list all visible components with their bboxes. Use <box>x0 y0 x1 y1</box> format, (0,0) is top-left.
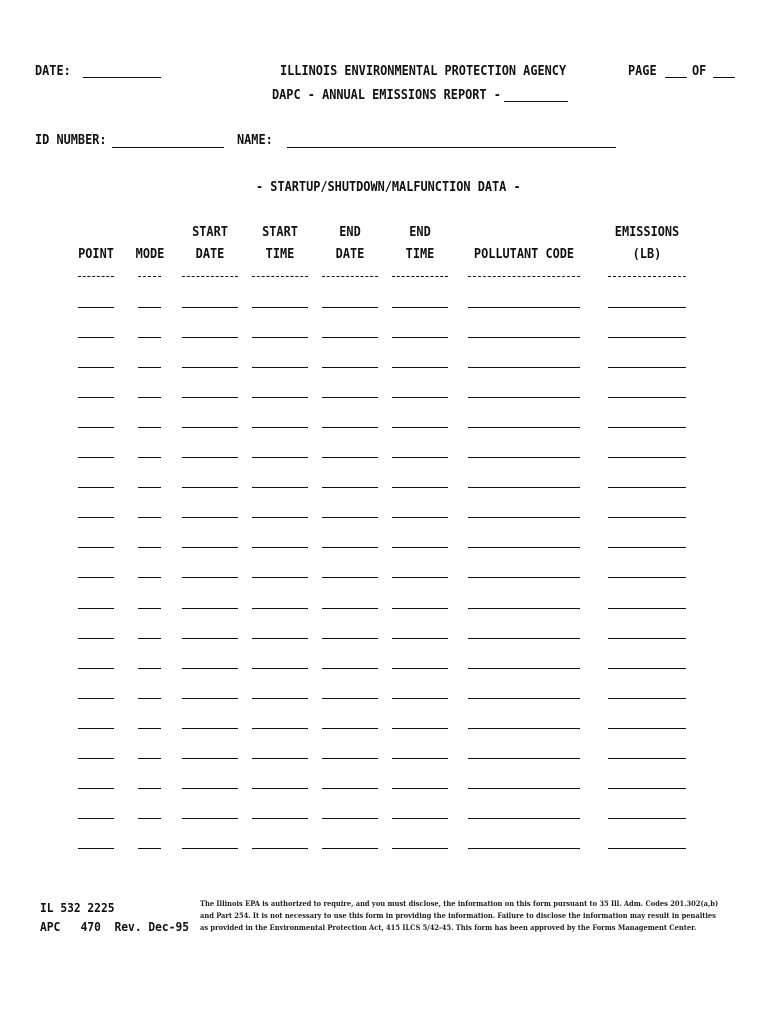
entry-field-end-date-row-3[interactable] <box>322 367 378 368</box>
entry-field-end-time-row-13[interactable] <box>392 668 448 669</box>
entry-field-pollutant-code-row-5[interactable] <box>468 427 580 428</box>
entry-field-point-row-11[interactable] <box>78 608 114 609</box>
column-header-pollutant-code: POLLUTANT CODE <box>473 246 575 262</box>
entry-field-end-time-row-19[interactable] <box>392 848 448 849</box>
entry-field-start-date-row-6[interactable] <box>182 457 238 458</box>
entry-field-pollutant-code-row-18[interactable] <box>468 818 580 819</box>
entry-field-start-time-row-18[interactable] <box>252 818 308 819</box>
entry-field-emissions-lb-row-12[interactable] <box>608 638 686 639</box>
entry-field-start-time-row-14[interactable] <box>252 698 308 699</box>
entry-field-start-time-row-4[interactable] <box>252 397 308 398</box>
column-header-end-time-line1: END <box>409 224 431 240</box>
entry-field-end-date-row-16[interactable] <box>322 758 378 759</box>
entry-field-end-date-row-13[interactable] <box>322 668 378 669</box>
entry-field-start-date-row-18[interactable] <box>182 818 238 819</box>
entry-field-end-time-row-9[interactable] <box>392 547 448 548</box>
entry-field-end-time-row-5[interactable] <box>392 427 448 428</box>
entry-field-end-time-row-16[interactable] <box>392 758 448 759</box>
entry-field-start-time-row-1[interactable] <box>252 307 308 308</box>
entry-field-emissions-lb-row-17[interactable] <box>608 788 686 789</box>
page-number-field[interactable] <box>665 77 687 78</box>
entry-field-start-date-row-2[interactable] <box>182 337 238 338</box>
entry-field-end-date-row-11[interactable] <box>322 608 378 609</box>
entry-field-emissions-lb-row-11[interactable] <box>608 608 686 609</box>
entry-field-mode-row-18[interactable] <box>138 818 161 819</box>
entry-field-start-date-row-15[interactable] <box>182 728 238 729</box>
entry-field-point-row-6[interactable] <box>78 457 114 458</box>
entry-field-pollutant-code-row-17[interactable] <box>468 788 580 789</box>
column-divider-emissions-lb <box>608 276 686 277</box>
entry-field-mode-row-3[interactable] <box>138 367 161 368</box>
entry-field-pollutant-code-row-14[interactable] <box>468 698 580 699</box>
column-header-start-date: DATE <box>195 246 225 262</box>
disclosure-text: The Illinois EPA is authorized to require, and you must disclose, the information on this form pursuant to 35 Ill. Adm. Codes 201.302(a,b) and Part 254. It is not necessary to use this form in providing the information. Failure to disclose the information may result in penalties as provided in the Environmental Protection Act, 415 ILCS 5/42-45. This form has been approved by the Forms Management Center. <box>200 899 719 932</box>
entry-field-emissions-lb-row-14[interactable] <box>608 698 686 699</box>
entry-field-pollutant-code-row-1[interactable] <box>468 307 580 308</box>
entry-field-end-date-row-17[interactable] <box>322 788 378 789</box>
column-header-emissions-lb-line1: EMISSIONS <box>614 224 680 240</box>
entry-field-end-date-row-10[interactable] <box>322 577 378 578</box>
entry-field-mode-row-10[interactable] <box>138 577 161 578</box>
entry-field-mode-row-16[interactable] <box>138 758 161 759</box>
entry-field-pollutant-code-row-2[interactable] <box>468 337 580 338</box>
entry-field-start-time-row-6[interactable] <box>252 457 308 458</box>
entry-field-end-date-row-18[interactable] <box>322 818 378 819</box>
column-divider-start-time <box>252 276 308 277</box>
entry-field-emissions-lb-row-7[interactable] <box>608 487 686 488</box>
date-label: DATE: <box>35 63 71 79</box>
of-label: OF <box>692 63 707 79</box>
entry-field-point-row-4[interactable] <box>78 397 114 398</box>
entry-field-emissions-lb-row-9[interactable] <box>608 547 686 548</box>
entry-field-point-row-5[interactable] <box>78 427 114 428</box>
entry-field-start-date-row-17[interactable] <box>182 788 238 789</box>
entry-field-point-row-1[interactable] <box>78 307 114 308</box>
entry-field-point-row-3[interactable] <box>78 367 114 368</box>
column-divider-end-date <box>322 276 378 277</box>
entry-field-start-time-row-2[interactable] <box>252 337 308 338</box>
entry-field-start-date-row-19[interactable] <box>182 848 238 849</box>
entry-field-start-date-row-10[interactable] <box>182 577 238 578</box>
report-title: DAPC - ANNUAL EMISSIONS REPORT - <box>272 87 501 103</box>
page-label: PAGE <box>628 63 657 79</box>
column-header-point: POINT <box>78 246 114 262</box>
entry-field-start-date-row-7[interactable] <box>182 487 238 488</box>
entry-field-mode-row-13[interactable] <box>138 668 161 669</box>
entry-field-start-date-row-11[interactable] <box>182 608 238 609</box>
entry-field-start-time-row-17[interactable] <box>252 788 308 789</box>
entry-field-emissions-lb-row-8[interactable] <box>608 517 686 518</box>
id-number-field[interactable] <box>112 147 224 148</box>
entry-field-emissions-lb-row-2[interactable] <box>608 337 686 338</box>
entry-field-end-time-row-6[interactable] <box>392 457 448 458</box>
entry-field-emissions-lb-row-4[interactable] <box>608 397 686 398</box>
entry-field-end-time-row-4[interactable] <box>392 397 448 398</box>
entry-field-end-time-row-18[interactable] <box>392 818 448 819</box>
entry-field-end-time-row-2[interactable] <box>392 337 448 338</box>
entry-field-start-date-row-12[interactable] <box>182 638 238 639</box>
entry-field-end-date-row-15[interactable] <box>322 728 378 729</box>
entry-field-start-time-row-16[interactable] <box>252 758 308 759</box>
entry-field-emissions-lb-row-13[interactable] <box>608 668 686 669</box>
entry-field-end-time-row-10[interactable] <box>392 577 448 578</box>
entry-field-point-row-15[interactable] <box>78 728 114 729</box>
entry-field-emissions-lb-row-18[interactable] <box>608 818 686 819</box>
entry-field-end-date-row-7[interactable] <box>322 487 378 488</box>
entry-field-start-time-row-3[interactable] <box>252 367 308 368</box>
entry-field-mode-row-1[interactable] <box>138 307 161 308</box>
entry-field-point-row-13[interactable] <box>78 668 114 669</box>
entry-field-mode-row-11[interactable] <box>138 608 161 609</box>
entry-field-point-row-16[interactable] <box>78 758 114 759</box>
entry-field-mode-row-9[interactable] <box>138 547 161 548</box>
name-label: NAME: <box>237 132 273 148</box>
entry-field-pollutant-code-row-3[interactable] <box>468 367 580 368</box>
entry-field-end-time-row-12[interactable] <box>392 638 448 639</box>
entry-field-end-date-row-12[interactable] <box>322 638 378 639</box>
entry-field-end-date-row-6[interactable] <box>322 457 378 458</box>
entry-field-point-row-8[interactable] <box>78 517 114 518</box>
entry-field-start-date-row-3[interactable] <box>182 367 238 368</box>
column-divider-point <box>78 276 114 277</box>
column-divider-end-time <box>392 276 448 277</box>
column-divider-pollutant-code <box>468 276 580 277</box>
entry-field-start-time-row-15[interactable] <box>252 728 308 729</box>
entry-field-pollutant-code-row-6[interactable] <box>468 457 580 458</box>
entry-field-end-date-row-2[interactable] <box>322 337 378 338</box>
entry-field-end-time-row-14[interactable] <box>392 698 448 699</box>
entry-field-start-time-row-12[interactable] <box>252 638 308 639</box>
entry-field-emissions-lb-row-3[interactable] <box>608 367 686 368</box>
entry-field-pollutant-code-row-12[interactable] <box>468 638 580 639</box>
entry-field-pollutant-code-row-7[interactable] <box>468 487 580 488</box>
entry-field-start-date-row-1[interactable] <box>182 307 238 308</box>
entry-field-start-date-row-14[interactable] <box>182 698 238 699</box>
entry-field-start-time-row-10[interactable] <box>252 577 308 578</box>
entry-field-start-date-row-9[interactable] <box>182 547 238 548</box>
column-header-end-time: TIME <box>405 246 435 262</box>
entry-field-start-time-row-13[interactable] <box>252 668 308 669</box>
entry-field-point-row-18[interactable] <box>78 818 114 819</box>
entry-field-mode-row-15[interactable] <box>138 728 161 729</box>
column-header-end-date: DATE <box>335 246 365 262</box>
entry-field-start-time-row-5[interactable] <box>252 427 308 428</box>
entry-field-emissions-lb-row-10[interactable] <box>608 577 686 578</box>
entry-field-end-time-row-17[interactable] <box>392 788 448 789</box>
entry-field-start-date-row-5[interactable] <box>182 427 238 428</box>
entry-field-end-date-row-8[interactable] <box>322 517 378 518</box>
entry-field-mode-row-14[interactable] <box>138 698 161 699</box>
entry-field-end-date-row-4[interactable] <box>322 397 378 398</box>
entry-field-end-date-row-5[interactable] <box>322 427 378 428</box>
column-header-emissions-lb: (LB) <box>632 246 662 262</box>
agency-name: ILLINOIS ENVIRONMENTAL PROTECTION AGENCY <box>280 63 567 79</box>
entry-field-end-time-row-1[interactable] <box>392 307 448 308</box>
page-total-field[interactable] <box>713 77 735 78</box>
entry-field-emissions-lb-row-19[interactable] <box>608 848 686 849</box>
column-header-end-date-line1: END <box>339 224 361 240</box>
entry-field-mode-row-19[interactable] <box>138 848 161 849</box>
entry-field-pollutant-code-row-10[interactable] <box>468 577 580 578</box>
entry-field-pollutant-code-row-4[interactable] <box>468 397 580 398</box>
entry-field-point-row-2[interactable] <box>78 337 114 338</box>
entry-field-emissions-lb-row-1[interactable] <box>608 307 686 308</box>
entry-field-mode-row-12[interactable] <box>138 638 161 639</box>
form-revision: APC 470 Rev. Dec-95 <box>40 919 190 934</box>
entry-field-start-time-row-8[interactable] <box>252 517 308 518</box>
entry-field-mode-row-4[interactable] <box>138 397 161 398</box>
entry-field-pollutant-code-row-11[interactable] <box>468 608 580 609</box>
form-number: IL 532 2225 <box>40 900 115 915</box>
entry-field-start-time-row-19[interactable] <box>252 848 308 849</box>
entry-field-end-date-row-19[interactable] <box>322 848 378 849</box>
entry-field-pollutant-code-row-13[interactable] <box>468 668 580 669</box>
entry-field-mode-row-5[interactable] <box>138 427 161 428</box>
entry-field-pollutant-code-row-9[interactable] <box>468 547 580 548</box>
column-divider-mode <box>138 276 161 277</box>
name-field[interactable] <box>287 147 616 148</box>
entry-field-pollutant-code-row-19[interactable] <box>468 848 580 849</box>
entry-field-mode-row-17[interactable] <box>138 788 161 789</box>
column-header-start-time-line1: START <box>262 224 298 240</box>
entry-field-emissions-lb-row-5[interactable] <box>608 427 686 428</box>
column-divider-start-date <box>182 276 238 277</box>
entry-field-point-row-19[interactable] <box>78 848 114 849</box>
entry-field-mode-row-8[interactable] <box>138 517 161 518</box>
entry-field-end-time-row-11[interactable] <box>392 608 448 609</box>
entry-field-emissions-lb-row-15[interactable] <box>608 728 686 729</box>
entry-field-mode-row-7[interactable] <box>138 487 161 488</box>
entry-field-pollutant-code-row-16[interactable] <box>468 758 580 759</box>
entry-field-end-time-row-7[interactable] <box>392 487 448 488</box>
entry-field-pollutant-code-row-8[interactable] <box>468 517 580 518</box>
entry-field-start-date-row-8[interactable] <box>182 517 238 518</box>
entry-field-start-date-row-13[interactable] <box>182 668 238 669</box>
entry-field-start-time-row-11[interactable] <box>252 608 308 609</box>
entry-field-end-date-row-1[interactable] <box>322 307 378 308</box>
entry-field-mode-row-6[interactable] <box>138 457 161 458</box>
entry-field-point-row-9[interactable] <box>78 547 114 548</box>
entry-field-point-row-7[interactable] <box>78 487 114 488</box>
entry-field-emissions-lb-row-6[interactable] <box>608 457 686 458</box>
entry-field-point-row-10[interactable] <box>78 577 114 578</box>
column-header-start-date-line1: START <box>192 224 228 240</box>
column-header-mode: MODE <box>135 246 164 262</box>
entry-field-end-time-row-15[interactable] <box>392 728 448 729</box>
id-number-label: ID NUMBER: <box>35 132 107 148</box>
section-title: - STARTUP/SHUTDOWN/MALFUNCTION DATA - <box>256 179 521 195</box>
entry-field-end-date-row-9[interactable] <box>322 547 378 548</box>
entry-field-end-date-row-14[interactable] <box>322 698 378 699</box>
entry-field-point-row-12[interactable] <box>78 638 114 639</box>
entry-field-end-time-row-8[interactable] <box>392 517 448 518</box>
entry-field-emissions-lb-row-16[interactable] <box>608 758 686 759</box>
entry-field-start-time-row-9[interactable] <box>252 547 308 548</box>
report-year-field[interactable] <box>504 101 568 102</box>
entry-field-point-row-17[interactable] <box>78 788 114 789</box>
entry-field-start-time-row-7[interactable] <box>252 487 308 488</box>
entry-field-end-time-row-3[interactable] <box>392 367 448 368</box>
entry-field-pollutant-code-row-15[interactable] <box>468 728 580 729</box>
entry-field-start-date-row-4[interactable] <box>182 397 238 398</box>
date-field[interactable] <box>83 77 161 78</box>
entry-field-mode-row-2[interactable] <box>138 337 161 338</box>
entry-field-point-row-14[interactable] <box>78 698 114 699</box>
entry-field-start-date-row-16[interactable] <box>182 758 238 759</box>
column-header-start-time: TIME <box>265 246 295 262</box>
